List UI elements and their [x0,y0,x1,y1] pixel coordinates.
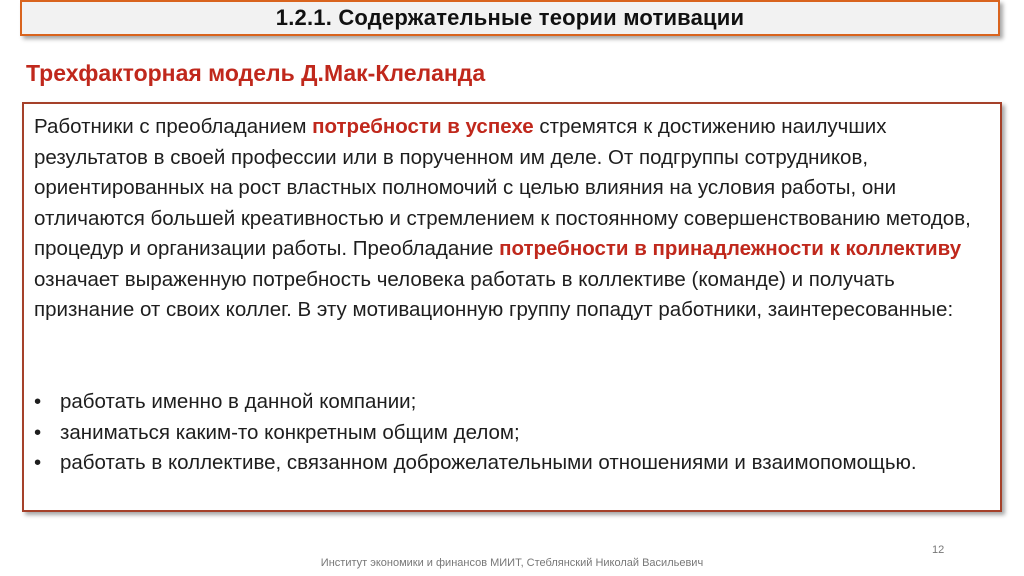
paragraph-text-2: стремятся к достижению наилучших результатов в своей профессии или в порученном им деле. От подгруппы сотрудников, ориентированных на рост властных полномочий с целью влияния на условия работы, они отличаются большей креативностью и стремлением к постоянному совершенствованию методов, процедур и организации работы. Преобладание [34,115,971,260]
list-item-text: работать именно в данной компании; [60,390,417,413]
bullet-icon: • [34,420,42,444]
list-item [34,387,984,418]
slide-title: 1.2.1. Содержательные теории мотивации [275,5,745,30]
list-item-text: заниматься каким-то конкретным общим делом; [60,420,520,444]
highlight-need-success: потребности в успехе [312,115,534,138]
paragraph-text-1: Работники с преобладанием [34,115,313,138]
bullet-icon: • [34,390,42,413]
slide-subtitle: Трехфакторная модель Д.Мак-Клеланда [26,60,486,86]
content-box [22,102,1002,512]
paragraph-text-3: означает выраженную потребность человека работать в коллективе (команде) и получать признание от своих коллег. В эту мотивационную группу попадут работники, заинтересованные: [34,267,954,321]
bullet-list [34,387,984,479]
page-number: 12 [932,544,945,556]
footer-text: Институт экономики и финансов МИИТ, Стеблянский Николай Васильевич [320,557,704,569]
bullet-icon: • [34,451,42,474]
title-bar [20,0,1000,36]
highlight-need-belonging: потребности в принадлежности к коллективу [499,237,962,260]
list-item [34,448,984,479]
list-item [34,418,984,449]
list-item-text: работать в коллективе, связанном доброжелательными отношениями и взаимопомощью. [60,451,917,474]
main-paragraph [34,112,984,326]
